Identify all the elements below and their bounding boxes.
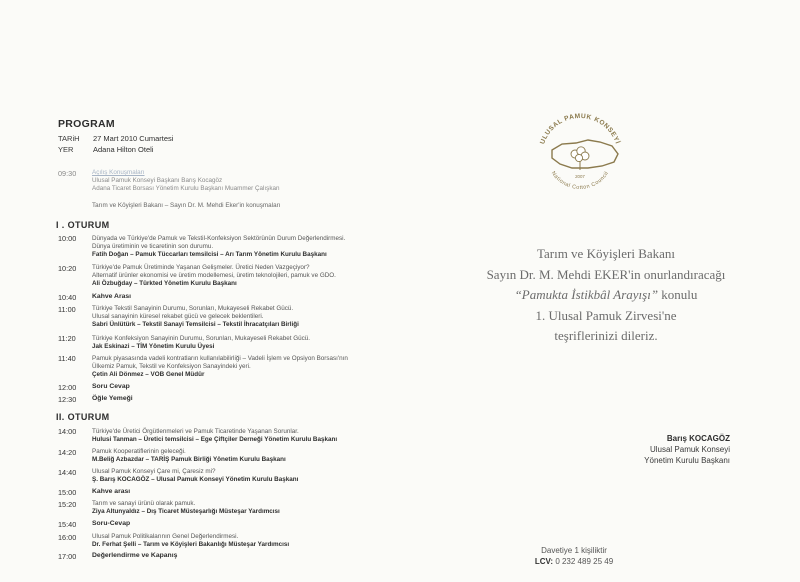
agenda-text: Türkiye Konfeksiyon Sanayinin Durumu, Sorunları, Mukayeseli Rekabet Gücü. xyxy=(92,335,311,342)
time-label: 10:00 xyxy=(58,234,77,243)
time-label: 14:40 xyxy=(58,468,77,477)
program-title: PROGRAM xyxy=(58,118,115,130)
logo-top-text: ULUSAL PAMUK KONSEYİ xyxy=(539,112,621,146)
opening-line: Adana Ticaret Borsası Yönetim Kurulu Başkanı Muammer Çalışkan xyxy=(92,185,280,193)
agenda-item xyxy=(92,305,422,329)
date-value: 27 Mart 2010 Cumartesi xyxy=(93,134,174,143)
agenda-item xyxy=(92,488,422,496)
agenda-item xyxy=(92,335,422,351)
speaker: Hulusi Tanman – Üretici temsilcisi – Ege Çiftçiler Derneği Yönetim Kurulu Başkanı xyxy=(92,436,338,444)
session1-title: I . OTURUM xyxy=(56,220,110,230)
cotton-boll-icon xyxy=(571,147,589,170)
agenda-item xyxy=(92,428,422,444)
opening-entry xyxy=(92,169,422,193)
signatory-name: Barış KOCAGÖZ xyxy=(666,434,730,443)
agenda-title: Soru-Cevap xyxy=(92,520,131,527)
agenda-text: Türkiye'de Üretici Örgütlenmeleri ve Pamuk Ticaretinde Yaşanan Sorunlar. xyxy=(92,428,299,435)
agenda-item xyxy=(92,500,422,516)
agenda-text: Türkiye Tekstil Sanayinin Durumu, Sorunları, Mukayeseli Rekabet Gücü. xyxy=(92,305,294,312)
agenda-title: Öğle Yemeği xyxy=(92,395,133,402)
invite-line-topic xyxy=(456,285,756,306)
agenda-item xyxy=(92,355,422,379)
rsvp-phone[interactable]: 0 232 489 25 49 xyxy=(555,557,614,566)
agenda-item xyxy=(92,264,422,288)
time-label: 11:00 xyxy=(58,305,76,314)
venue-value: Adana Hilton Oteli xyxy=(93,145,154,154)
agenda-text: Ulusal sanayinin küresel rekabet gücü ve gelecek beklentileri. xyxy=(92,313,264,321)
time-label: 14:20 xyxy=(58,448,77,457)
signature-block xyxy=(644,433,730,466)
opening-line-minister: Tarım ve Köyişleri Bakanı – Sayın Dr. M. Mehdi Eker'in konuşmaları xyxy=(92,202,281,209)
invitation-text xyxy=(456,244,756,347)
agenda-text: Ulusal Pamuk Konseyi Çare mi, Çaresiz mi? xyxy=(92,468,216,475)
signatory-role: Yönetim Kurulu Başkanı xyxy=(644,456,730,465)
svg-text:ULUSAL PAMUK KONSEYİ xyxy=(539,113,622,145)
time-label: 15:40 xyxy=(58,520,77,529)
council-logo xyxy=(528,112,632,196)
agenda-item xyxy=(92,395,422,403)
rsvp-block xyxy=(512,545,636,567)
agenda-text: Dünya üretiminin ve ticaretinin son durumu. xyxy=(92,243,214,251)
agenda-item xyxy=(92,293,422,301)
topic-rest: konulu xyxy=(658,287,698,302)
time-label: 10:20 xyxy=(58,264,77,273)
speaker: Çetin Ali Dönmez – VOB Genel Müdür xyxy=(92,371,205,379)
agenda-text: Ulusal Pamuk Politikalarının Genel Değerlendirmesi. xyxy=(92,533,239,540)
signatory-org: Ulusal Pamuk Konseyi xyxy=(649,445,730,454)
logo-year: 2007 xyxy=(575,174,585,179)
invite-line: 1. Ulusal Pamuk Zirvesi'ne xyxy=(535,307,677,323)
agenda-text: Pamuk piyasasında vadeli kontratların kullanılabilirliği – Vadeli İşlem ve Opsiyon Borsası'nın xyxy=(92,355,348,362)
time-label: 12:30 xyxy=(58,395,77,404)
agenda-item xyxy=(92,448,422,464)
time-label: 14:00 xyxy=(58,427,77,436)
time-label: 12:00 xyxy=(58,383,77,392)
speaker: Jak Eskinazi – TİM Yönetim Kurulu Üyesi xyxy=(92,343,215,351)
agenda-title: Kahve Arası xyxy=(92,293,132,300)
agenda-item xyxy=(92,383,422,391)
date-label: TARiH xyxy=(58,134,80,143)
rsvp-note: Davetiye 1 kişiliktir xyxy=(541,546,607,555)
speaker: Ziya Altunyaldız – Dış Ticaret Müsteşarlığı Müsteşar Yardımcısı xyxy=(92,508,280,516)
venue-label: YER xyxy=(58,145,74,154)
lcv-label: LCV: xyxy=(534,557,554,566)
agenda-item xyxy=(92,520,422,528)
agenda-text: Dünyada ve Türkiye'de Pamuk ve Tekstil-Konfeksiyon Sektörünün Durum Değerlendirmesi. xyxy=(92,235,346,242)
time-label: 11:40 xyxy=(58,354,76,363)
speaker: Ş. Barış KOCAGÖZ – Ulusal Pamuk Konseyi Yönetim Kurulu Başkanı xyxy=(92,476,299,484)
time-label: 17:00 xyxy=(58,552,77,561)
invite-line: Tarım ve Köyişleri Bakanı xyxy=(536,246,676,261)
opening-line: Ulusal Pamuk Konseyi Başkanı Barış Kocagöz xyxy=(92,177,223,185)
topic-quote: “Pamukta İstikbâl Arayışı” xyxy=(514,287,659,302)
speaker: Ali Özbuğday – Türkted Yönetim Kurulu Başkanı xyxy=(92,280,237,288)
agenda-item xyxy=(92,533,422,549)
time-label: 16:00 xyxy=(58,533,77,542)
agenda-text: Tarım ve sanayi ürünü olarak pamuk. xyxy=(92,500,196,507)
invite-line: teşriflerinizi dileriz. xyxy=(554,328,658,343)
agenda-text: Ülkemiz Pamuk, Tekstil ve Konfeksiyon Sanayindeki yeri. xyxy=(92,363,251,371)
invite-line: Sayın Dr. M. Mehdi EKER'in onurlandıracağı xyxy=(486,266,726,282)
agenda-text: Türkiye'de Pamuk Üretiminde Yaşanan Gelişmeler. Üretici Neden Vazgeçiyor? xyxy=(92,264,310,271)
agenda-item xyxy=(92,552,422,560)
session2-title: II. OTURUM xyxy=(56,412,110,422)
agenda-title: Soru Cevap xyxy=(92,383,130,390)
agenda-title: Değerlendirme ve Kapanış xyxy=(92,552,178,559)
time-label: 10:40 xyxy=(58,293,77,302)
agenda-item xyxy=(92,468,422,484)
agenda-text: Pamuk Kooperatiflerinin geleceği. xyxy=(92,448,186,455)
speaker: Dr. Ferhat Şelli – Tarım ve Köyişleri Bakanlığı Müsteşar Yardımcısı xyxy=(92,541,290,549)
speaker: M.Beliğ Azbazdar – TARİŞ Pamuk Birliği Yönetim Kurulu Başkanı xyxy=(92,456,286,464)
agenda-title: Kahve arası xyxy=(92,488,131,495)
agenda-text: Alternatif ürünler ekonomisi ve üretim modellemesi, üretim teknolojileri, pamuk ve GDO. xyxy=(92,272,336,280)
opening-time: 09:30 xyxy=(58,169,77,178)
logo-bottom-text: National Cotton Council xyxy=(549,170,611,191)
time-label: 15:00 xyxy=(58,488,77,497)
speaker: Fatih Doğan – Pamuk Tüccarları temsilcisi – Arı Tarım Yönetim Kurulu Başkanı xyxy=(92,251,327,259)
agenda-item xyxy=(92,235,422,259)
opening-link[interactable]: Açılış Konuşmaları xyxy=(92,169,145,176)
time-label: 15:20 xyxy=(58,500,77,509)
time-label: 11:20 xyxy=(58,334,76,343)
speaker: Sabri Ünlütürk – Tekstil Sanayi Temsilcisi – Tekstil İhracatçıları Birliği xyxy=(92,321,299,329)
